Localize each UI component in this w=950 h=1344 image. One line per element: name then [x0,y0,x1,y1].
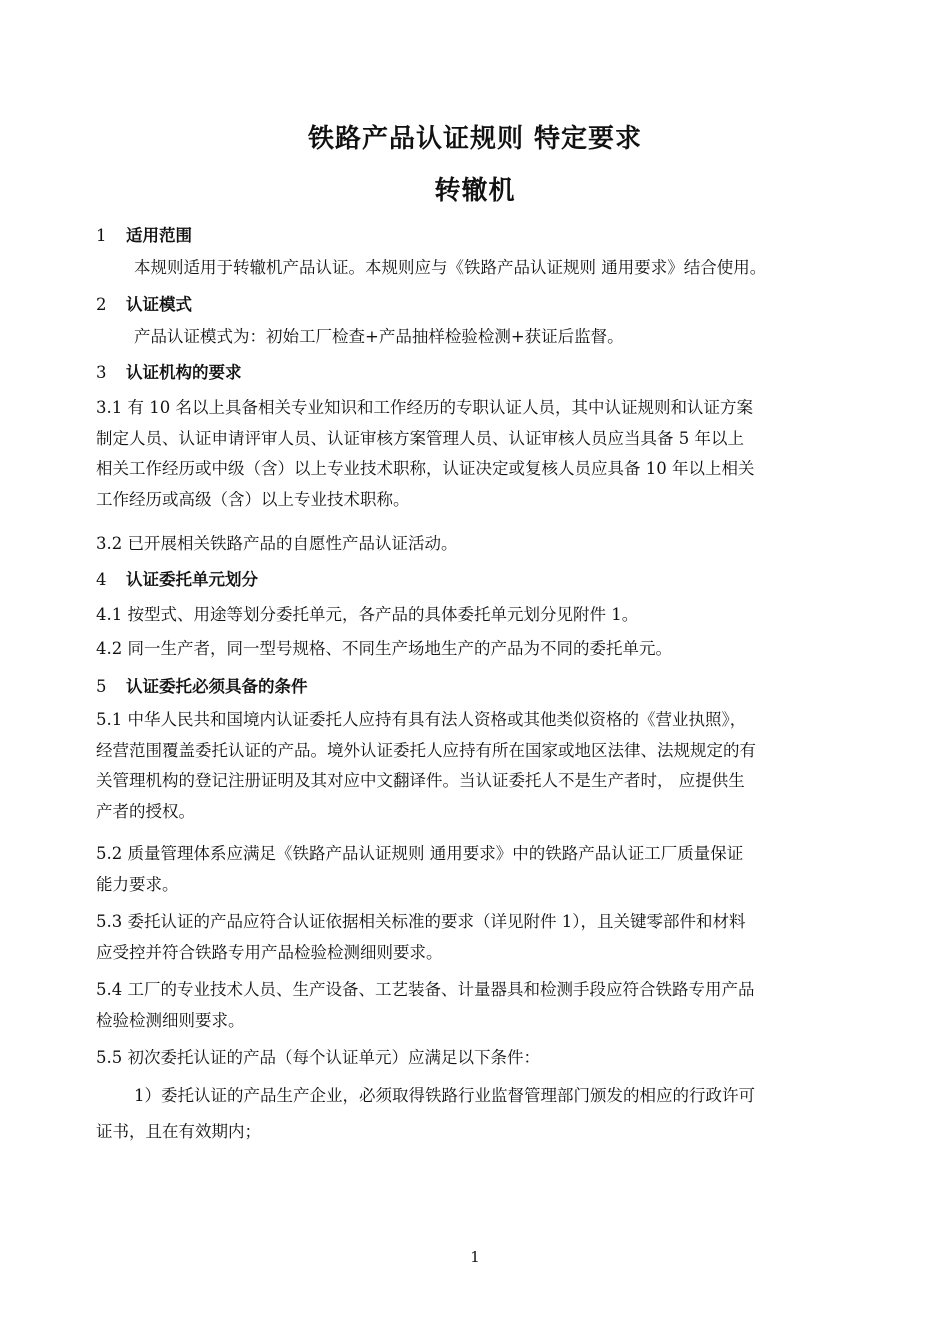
section-heading-4 [96,566,258,590]
text-line: 证书，且在有效期内； [96,1121,261,1141]
paragraph-4-2: 4.2 同一生产者，同一型号规格、不同生产场地生产的产品为不同的委托单元。 [96,639,672,658]
text-line: 制定人员、认证申请评审人员、认证审核方案管理人员、认证审核人员应当具备 5 年以上 [96,428,744,448]
section-heading-5 [96,673,308,697]
text-line: 1）委托认证的产品生产企业，必须取得铁路行业监督管理部门颁发的相应的行政许可 [134,1086,755,1105]
section-heading-1 [96,222,192,246]
paragraph-5-5: 5.5 初次委托认证的产品（每个认证单元）应满足以下条件： [96,1048,540,1067]
section-title: 适用范围 [126,226,192,245]
text-line: 应受控并符合铁路专用产品检验检测细则要求。 [96,942,443,962]
paragraph-4-1: 4.1 按型式、用途等划分委托单元，各产品的具体委托单元划分见附件 1。 [96,605,639,624]
text-line: 产者的授权。 [96,801,195,821]
document-subtitle: 转辙机 [434,176,516,206]
section-title: 认证委托必须具备的条件 [126,677,308,696]
text-line: 5.3 委托认证的产品应符合认证依据相关标准的要求（详见附件 1），且关键零部件和材料 [96,912,746,931]
document-title: 铁路产品认证规则 特定要求 [307,124,643,154]
paragraph-5-4 [96,975,864,1036]
paragraph-5-3 [96,907,864,968]
paragraph-3-1 [96,393,864,515]
text-line: 5.2 质量管理体系应满足《铁路产品认证规则 通用要求》中的铁路产品认证工厂质量保证 [96,844,744,863]
text-line: 检验检测细则要求。 [96,1010,245,1030]
text-line: 相关工作经历或中级（含）以上专业技术职称，认证决定或复核人员应具备 10 年以上相关 [96,459,755,478]
paragraph-5-2 [96,839,864,900]
section-heading-2 [96,291,192,315]
section-title: 认证模式 [126,295,192,314]
text-line: 经营范围覆盖委托认证的产品。境外认证委托人应持有所在国家或地区法律、法规规定的有 [96,740,756,760]
paragraph-3-2: 3.2 已开展相关铁路产品的自愿性产品认证活动。 [96,534,458,553]
page-number: 1 [470,1248,480,1266]
text-line: 5.4 工厂的专业技术人员、生产设备、工艺装备、计量器具和检测手段应符合铁路专用产品 [96,980,755,999]
section-heading-3 [96,359,242,383]
section-1-body: 本规则适用于转辙机产品认证。本规则应与《铁路产品认证规则 通用要求》结合使用。 [134,258,767,277]
section-number: 2 [96,295,107,314]
paragraph-5-1 [96,705,864,827]
section-number: 1 [96,226,107,245]
text-line: 5.1 中华人民共和国境内认证委托人应持有具有法人资格或其他类似资格的《营业执照》， [96,710,747,729]
paragraph-5-5-item-1 [96,1081,864,1147]
text-line: 3.1 有 10 名以上具备相关专业知识和工作经历的专职认证人员，其中认证规则和认证方案 [96,398,753,417]
section-number: 4 [96,570,107,589]
text-line: 关管理机构的登记注册证明及其对应中文翻译件。当认证委托人不是生产者时， 应提供生 [96,771,745,790]
section-number: 3 [96,363,107,382]
section-2-body: 产品认证模式为：初始工厂检查+产品抽样检验检测+获证后监督。 [134,327,624,346]
section-title: 认证机构的要求 [126,363,242,382]
section-title: 认证委托单元划分 [126,570,258,589]
section-number: 5 [96,677,107,696]
text-line: 能力要求。 [96,874,179,894]
text-line: 工作经历或高级（含）以上专业技术职称。 [96,489,410,509]
